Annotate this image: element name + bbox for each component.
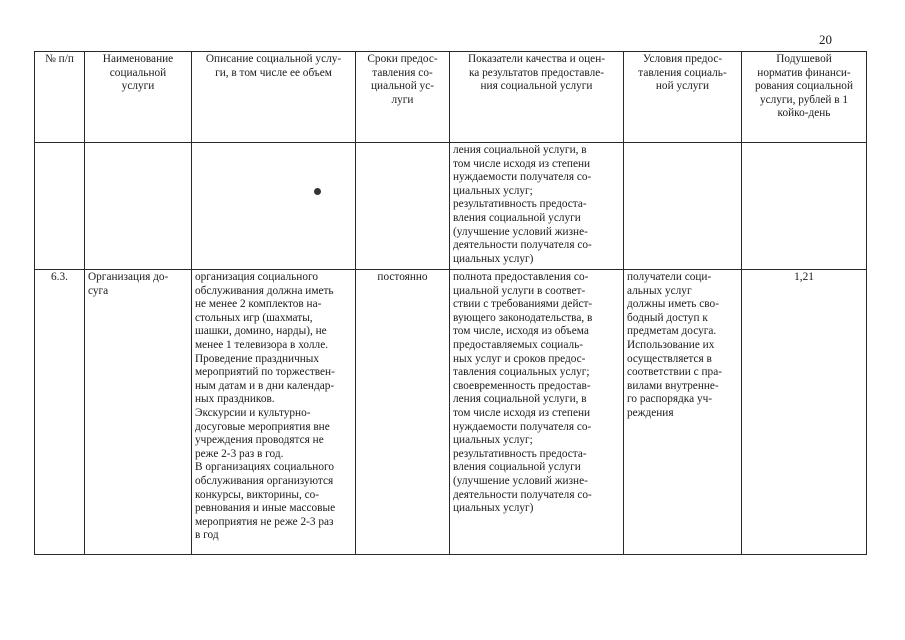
services-table [34,51,867,555]
ink-blot [314,188,321,195]
cell-empty [624,143,742,270]
cell-terms: постоянно [356,270,450,555]
cell-quality: полнота предоставления со- циальной услуги в соответ- ствии с требованиями дейст- вующего законодательства, в том числе, исходя из объема предоставляемых социаль- ных услуг и сроков предос- тавления социальных услуг; своевременность предостав- ления социальной услуги, в том числе исходя из степени нуждаемости получателя со- циальных услуг; результативность предоста- вления социальной услуги (улучшение условий жизне- деятельности получателя со- циальных услуг) [450,270,624,555]
header-quality: Показатели качества и оцен- ка результатов предоставле- ния социальной услуги [450,52,624,143]
table-row [35,270,867,555]
cell-empty [35,143,85,270]
cell-description: организация социального обслуживания должна иметь не менее 2 комплектов на- стольных игр (шахматы, шашки, домино, нарды), не менее 1 телевизора в холле. Проведение праздничных мероприятий по торжествен- ным датам и в дни календар- ных праздников. Экскурсии и культурно- досуговые мероприятия вне учреждения проводятся не реже 2-3 раз в год. В организациях социального обслуживания организуются конкурсы, викторины, со- ревнования и иные массовые мероприятия не реже 2-3 раз в год [192,270,356,555]
header-service-name: Наименование социальной услуги [85,52,192,143]
table-header-row [35,52,867,143]
cell-empty [742,143,867,270]
cell-service-name: Организация до- суга [85,270,192,555]
cell-conditions: получатели соци- альных услуг должны иметь сво- бодный доступ к предметам досуга. Использование их осуществляется в соответствии с пра- вилами внутренне- го распорядка уч- реждения [624,270,742,555]
cell-empty [356,143,450,270]
table-row-continuation [35,143,867,270]
header-number: № п/п [35,52,85,143]
cell-norm: 1,21 [742,270,867,555]
header-norm: Подушевой норматив финанси- рования социальной услуги, рублей в 1 койко-день [742,52,867,143]
header-conditions: Условия предос- тавления социаль- ной услуги [624,52,742,143]
cell-number: 6.3. [35,270,85,555]
page-number: 20 [819,32,832,47]
header-description: Описание социальной услу- ги, в том числе ее объем [192,52,356,143]
header-terms: Сроки предос- тавления со- циальной ус- луги [356,52,450,143]
cell-quality-continuation: ления социальной услуги, в том числе исходя из степени нуждаемости получателя со- циальных услуг; результативность предоста- вления социальной услуги (улучшение условий жизне- деятельности получателя со- циальных услуг) [450,143,624,270]
cell-empty [192,143,356,270]
cell-empty [85,143,192,270]
